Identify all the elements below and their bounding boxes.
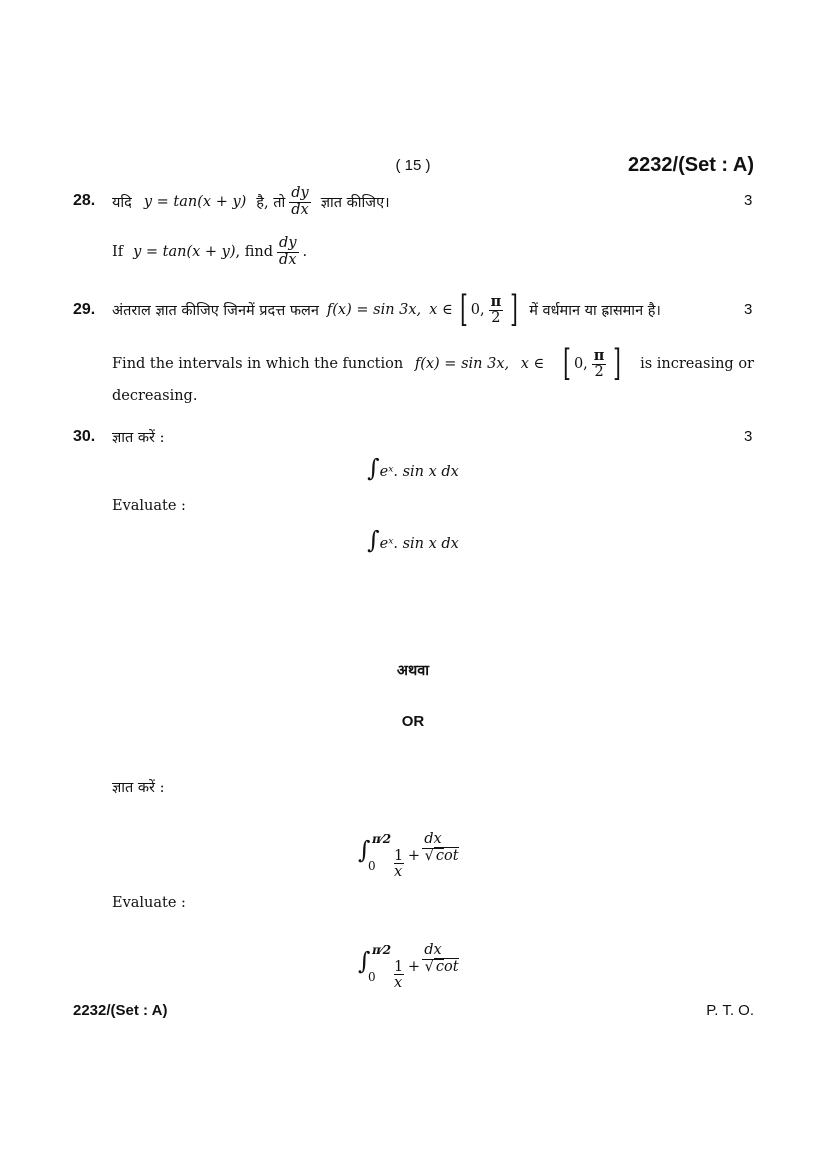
lower-limit: 0	[368, 859, 376, 873]
upper-limit: π⁄2	[372, 832, 392, 846]
q28-hi-pre: यदि	[112, 195, 132, 211]
question-number-30: 30.	[73, 428, 96, 445]
or-separator: OR	[401, 713, 425, 730]
q28-en-end: .	[302, 244, 308, 260]
q30-hi-find: ज्ञात करें :	[112, 430, 165, 446]
pi-over-two	[592, 348, 607, 381]
frac-den: 1 + √ cot x	[394, 847, 459, 880]
definite-fraction	[392, 943, 474, 992]
q30-definite-integral-2	[358, 942, 478, 991]
q28-hi-mid: है, तो	[256, 195, 286, 211]
paper-code-header: 2232/(Set : A)	[628, 154, 754, 176]
q29-en-line2: decreasing.	[112, 388, 198, 404]
q28-marks: 3	[744, 192, 753, 209]
right-bracket-icon: ]	[613, 343, 622, 384]
den-sqrt: cot x	[394, 847, 459, 880]
paper-code-footer: 2232/(Set : A)	[73, 1002, 168, 1019]
q28-en-mid: , find	[235, 244, 274, 260]
q28-en-expr: y = tan(x + y)	[133, 244, 236, 260]
interval-start: 0,	[573, 356, 588, 372]
frac-den: 1 + √ cot x	[394, 958, 459, 991]
frac-den: dx	[291, 201, 309, 218]
pi: π	[490, 292, 502, 310]
left-bracket-icon: [	[563, 343, 571, 384]
q29-func: f(x) = sin 3x,	[326, 302, 422, 318]
question-29-english	[112, 342, 754, 386]
q29-en-pre: Find the intervals in which the function	[112, 356, 404, 372]
page-number: ( 15 )	[395, 157, 431, 174]
question-number-29: 29.	[73, 301, 96, 318]
den-pre: 1 +	[394, 847, 420, 864]
two: 2	[491, 309, 501, 326]
q29-en-x-in: x ∈	[520, 356, 545, 372]
athva-separator: अथवा	[396, 662, 430, 679]
interval-start: 0,	[470, 302, 485, 318]
frac-num: dx	[424, 831, 442, 847]
frac-num: dy	[291, 184, 309, 201]
right-bracket-icon: ]	[510, 289, 519, 330]
q29-en-post: is increasing or	[640, 356, 754, 372]
frac-num: dy	[279, 234, 297, 251]
integral-sign-icon: ∫	[367, 454, 380, 482]
q30-evaluate-2: Evaluate :	[112, 895, 186, 911]
q28-hi-post: ज्ञात कीजिए।	[320, 195, 390, 211]
q30-hi-find-2: ज्ञात करें :	[112, 780, 165, 796]
integrand-1: eˣ. sin x dx	[379, 464, 459, 480]
upper-limit: π⁄2	[372, 943, 392, 957]
frac-den: dx	[279, 251, 297, 268]
integral-sign-icon: ∫	[358, 947, 371, 975]
q30-evaluate: Evaluate :	[112, 498, 186, 514]
pi: π	[593, 346, 605, 364]
q28-en-derivative-fraction	[277, 236, 298, 269]
q28-expr: y = tan(x + y)	[143, 194, 247, 210]
q29-hi-post: में वर्धमान या ह्रासमान है।	[529, 303, 661, 319]
q28-en-pre: If	[112, 244, 124, 260]
q28-derivative-fraction	[289, 186, 310, 219]
definite-fraction	[392, 832, 474, 881]
q29-interval	[457, 289, 522, 330]
q29-x-in: x ∈	[429, 302, 453, 318]
question-28-english	[112, 230, 307, 274]
lower-limit: 0	[368, 970, 376, 984]
q29-en-func: f(x) = sin 3x,	[414, 356, 510, 372]
integral-sign-icon: ∫	[367, 526, 380, 554]
q30-marks: 3	[744, 428, 753, 445]
q29-en-interval	[560, 343, 625, 384]
q29-marks: 3	[744, 301, 753, 318]
left-bracket-icon: [	[459, 289, 468, 330]
question-28-hindi	[112, 180, 390, 224]
q30-integral-1	[0, 454, 826, 482]
q29-hi-pre: अंतराल ज्ञात कीजिए जिनमें प्रदत्त फलन	[112, 303, 319, 319]
pi-over-two	[489, 294, 504, 327]
pto-label: P. T. O.	[706, 1002, 754, 1019]
q30-integral-2	[0, 526, 826, 554]
question-number-28: 28.	[73, 192, 96, 209]
q30-definite-integral-1	[358, 831, 478, 880]
den-pre: 1 +	[394, 958, 420, 975]
integrand-2: eˣ. sin x dx	[379, 536, 459, 552]
frac-num: dx	[424, 942, 442, 958]
two: 2	[594, 363, 604, 380]
integral-sign-icon: ∫	[358, 836, 371, 864]
question-29-hindi	[112, 288, 661, 332]
den-sqrt: cot x	[394, 958, 459, 991]
